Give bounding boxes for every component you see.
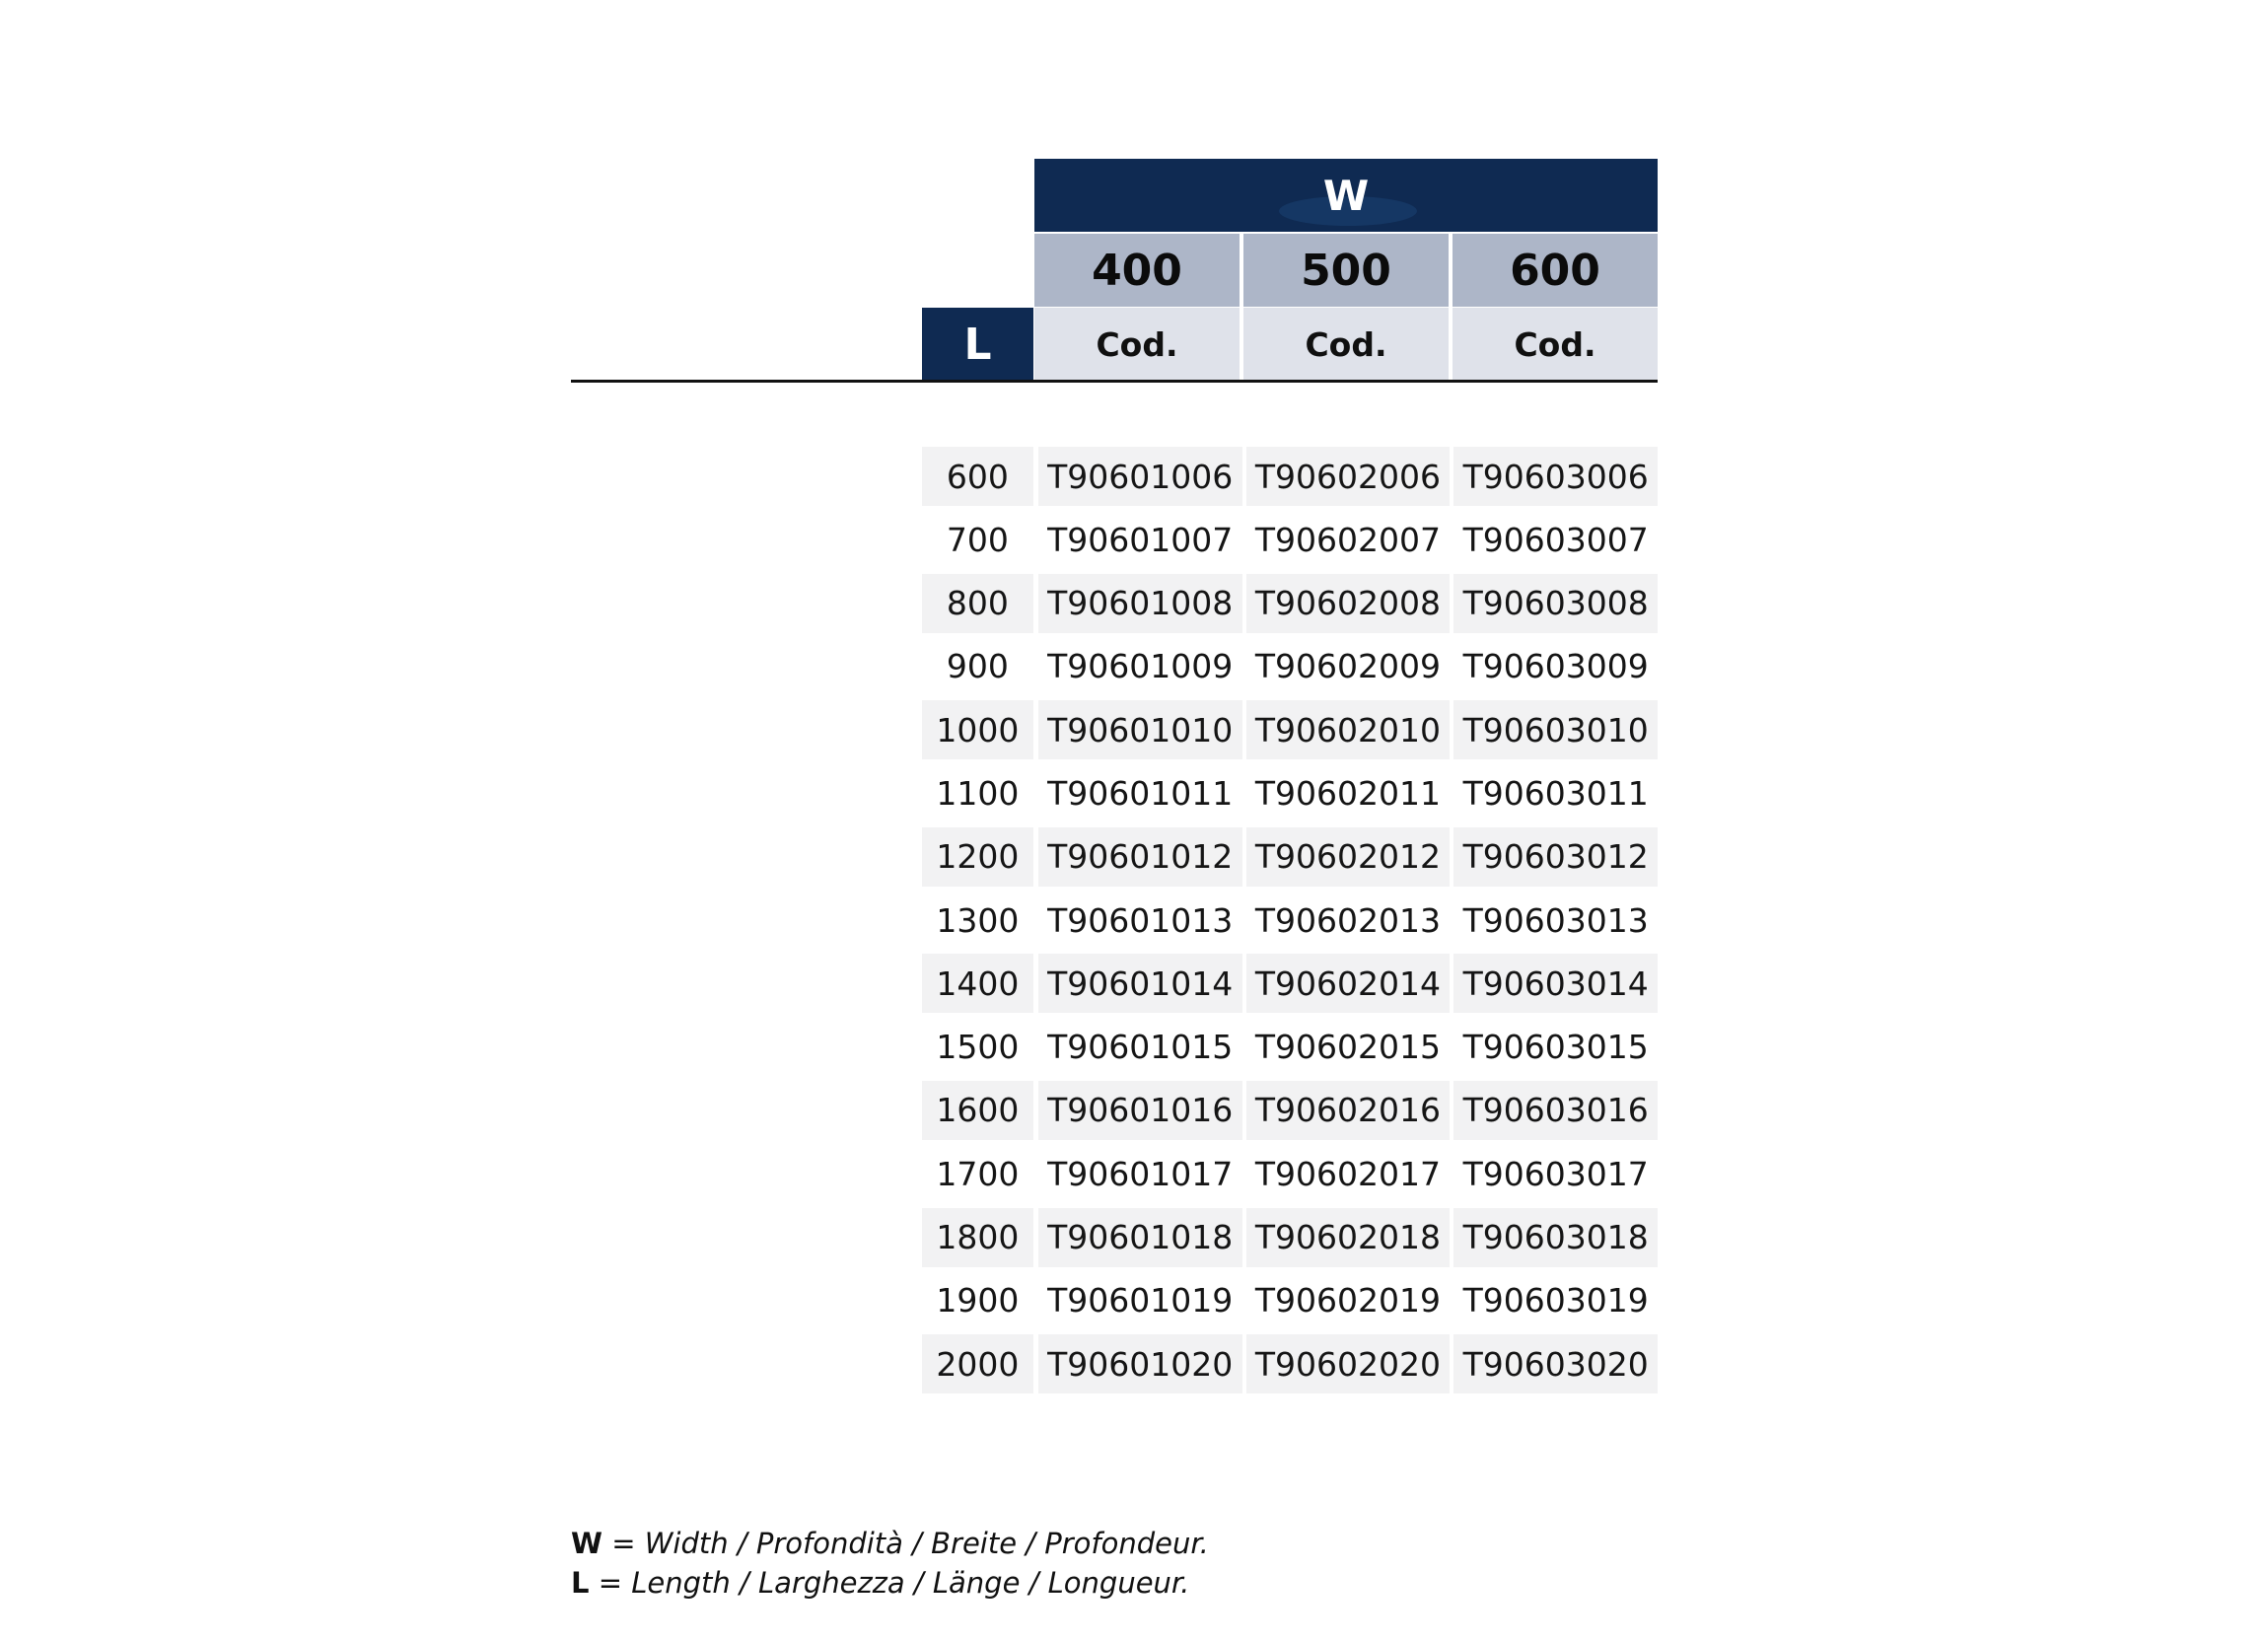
code-cell: T90601016 xyxy=(1038,1081,1242,1140)
code-cell: T90603010 xyxy=(1453,700,1658,759)
length-cell: 2000 xyxy=(922,1334,1033,1393)
length-header: L xyxy=(922,308,1033,381)
code-cell: T90603013 xyxy=(1462,900,1649,940)
table-row xyxy=(922,1334,1658,1397)
width-value-400: 400 xyxy=(1034,234,1240,307)
header-divider xyxy=(571,380,1658,383)
code-cell: T90603016 xyxy=(1453,1081,1658,1140)
table-row xyxy=(922,510,1658,573)
length-cell: 1500 xyxy=(936,1028,1020,1067)
width-header-label: W xyxy=(1322,171,1370,220)
legend-length-text: = Length / Larghezza / Länge / Longueur. xyxy=(589,1566,1190,1600)
legend-length-key: L xyxy=(571,1566,590,1600)
code-cell: T90602015 xyxy=(1254,1028,1441,1067)
legend-length xyxy=(571,1563,1209,1603)
legend xyxy=(571,1524,1209,1603)
table-row xyxy=(922,827,1658,891)
width-value-600: 600 xyxy=(1453,234,1658,307)
code-cell: T90603011 xyxy=(1462,773,1649,813)
code-cell: T90602006 xyxy=(1246,447,1451,506)
code-cell: T90603007 xyxy=(1462,520,1649,559)
length-cell: 700 xyxy=(946,520,1009,559)
table-row xyxy=(922,1271,1658,1334)
table-row xyxy=(922,574,1658,637)
code-cell: T90602020 xyxy=(1246,1334,1451,1393)
code-cell: T90601010 xyxy=(1038,700,1242,759)
code-cell: T90602007 xyxy=(1254,520,1441,559)
code-cell: T90602008 xyxy=(1246,574,1451,633)
legend-width xyxy=(571,1524,1209,1563)
length-cell: 1900 xyxy=(936,1281,1020,1321)
code-cell: T90603012 xyxy=(1453,827,1658,887)
code-cell: T90602011 xyxy=(1254,773,1441,813)
code-cell: T90602014 xyxy=(1246,954,1451,1013)
code-cell: T90601009 xyxy=(1047,647,1234,686)
table-row xyxy=(922,637,1658,700)
code-cell: T90603014 xyxy=(1453,954,1658,1013)
code-cell: T90601013 xyxy=(1047,900,1234,940)
length-cell: 1600 xyxy=(922,1081,1033,1140)
length-cell: 1300 xyxy=(936,900,1020,940)
code-cell: T90603017 xyxy=(1462,1154,1649,1193)
legend-width-text: = Width / Profondità / Breite / Profondeur. xyxy=(602,1527,1209,1560)
code-cell: T90601020 xyxy=(1038,1334,1242,1393)
table-row xyxy=(922,700,1658,763)
code-table xyxy=(922,447,1658,1397)
cod-header-1: Cod. xyxy=(1034,308,1240,381)
table-row xyxy=(922,891,1658,954)
legend-width-key: W xyxy=(571,1527,602,1560)
length-cell: 1100 xyxy=(936,773,1020,813)
table-row xyxy=(922,1018,1658,1081)
code-cell: T90602013 xyxy=(1254,900,1441,940)
table-row xyxy=(922,447,1658,510)
code-cell: T90602010 xyxy=(1246,700,1451,759)
code-cell: T90603009 xyxy=(1462,647,1649,686)
code-cell: T90603019 xyxy=(1462,1281,1649,1321)
code-cell: T90601011 xyxy=(1047,773,1234,813)
length-cell: 600 xyxy=(922,447,1033,506)
length-cell: 900 xyxy=(946,647,1009,686)
table-row xyxy=(922,1144,1658,1207)
code-cell: T90603006 xyxy=(1453,447,1658,506)
code-cell: T90601012 xyxy=(1038,827,1242,887)
length-cell: 1000 xyxy=(922,700,1033,759)
code-cell: T90601018 xyxy=(1038,1208,1242,1267)
code-cell: T90603018 xyxy=(1453,1208,1658,1267)
cod-header-3: Cod. xyxy=(1453,308,1658,381)
code-cell: T90603020 xyxy=(1453,1334,1658,1393)
code-cell: T90602018 xyxy=(1246,1208,1451,1267)
code-cell: T90602019 xyxy=(1254,1281,1441,1321)
code-cell: T90601015 xyxy=(1047,1028,1234,1067)
length-cell: 1200 xyxy=(922,827,1033,887)
length-cell: 1400 xyxy=(922,954,1033,1013)
code-cell: T90601007 xyxy=(1047,520,1234,559)
width-header xyxy=(1034,159,1658,232)
table-row xyxy=(922,954,1658,1017)
code-cell: T90602017 xyxy=(1254,1154,1441,1193)
code-cell: T90601017 xyxy=(1047,1154,1234,1193)
code-cell: T90601014 xyxy=(1038,954,1242,1013)
table-row xyxy=(922,1208,1658,1271)
table-row xyxy=(922,1081,1658,1144)
cod-header-2: Cod. xyxy=(1243,308,1449,381)
code-cell: T90601019 xyxy=(1047,1281,1234,1321)
code-cell: T90601008 xyxy=(1038,574,1242,633)
code-cell: T90603008 xyxy=(1453,574,1658,633)
length-cell: 1800 xyxy=(922,1208,1033,1267)
length-cell: 800 xyxy=(922,574,1033,633)
table-row xyxy=(922,763,1658,826)
code-cell: T90602009 xyxy=(1254,647,1441,686)
length-cell: 1700 xyxy=(936,1154,1020,1193)
code-cell: T90602012 xyxy=(1246,827,1451,887)
code-cell: T90601006 xyxy=(1038,447,1242,506)
code-cell: T90602016 xyxy=(1246,1081,1451,1140)
width-value-500: 500 xyxy=(1243,234,1449,307)
code-cell: T90603015 xyxy=(1462,1028,1649,1067)
